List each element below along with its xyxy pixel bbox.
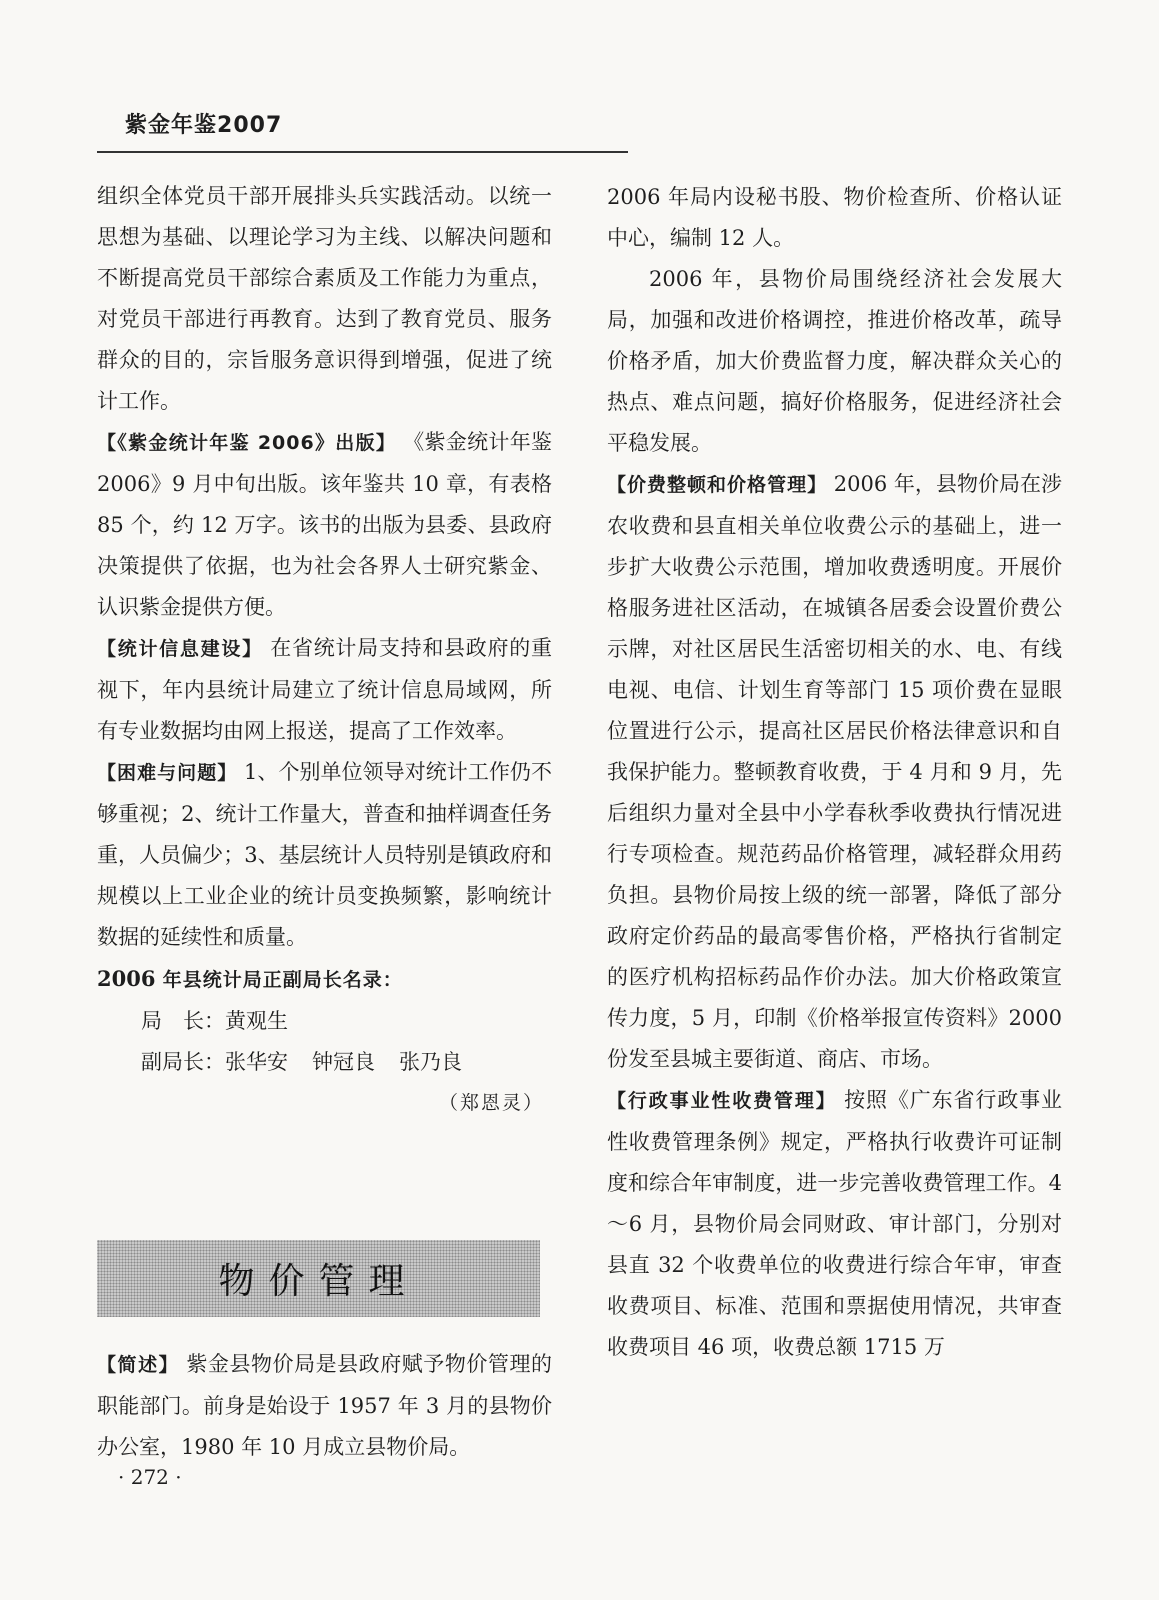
entry-label: 【价费整顿和价格管理】 (607, 474, 828, 496)
entry-text: 紫金县物价局是县政府赋予物价管理的职能部门。前身是始设于 1957 年 3 月的县物价办公室，1980 年 10 月成立县物价局。 (97, 1352, 552, 1459)
left-paragraph-1: 组织全体党员干部开展排头兵实践活动。以统一思想为基础、以理论学习为主线、以解决问题和不断提高党员干部综合素质及工作能力为重点，对党员干部进行再教育。达到了教育党员、服务群众的目的，宗旨服务意识得到增强，促进了统计工作。 (97, 184, 552, 413)
entry-text: 按照《广东省行政事业性收费管理条例》规定，严格执行收费许可证制度和综合年审制度，进一步完善收费管理工作。4～6 月，县物价局会同财政、审计部门，分别对县直 32 个收费单位的收费进行综合年审，审查收费项目、标准、范围和票据使用情况，共审查收费项目 46 项，收费总额 1715 万 (607, 1088, 1062, 1359)
entry-text: 在省统计局支持和县政府的重视下，年内县统计局建立了统计信息局域网，所有专业数据均由网上报送，提高了工作效率。 (97, 636, 552, 743)
director-line (97, 1001, 552, 1042)
deputy-line (97, 1042, 552, 1083)
deputy-label: 副局长： (141, 1050, 225, 1074)
author-signature: （郑恩灵） (438, 1092, 544, 1114)
intro-paragraph (97, 1344, 552, 1468)
director-label: 局 长： (141, 1009, 225, 1033)
right-paragraph-2: 2006 年，县物价局围绕经济社会发展大局，加强和改进价格调控，推进价格改革，疏导价格矛盾，加大价费监督力度，解决群众关心的热点、难点问题，搞好价格服务，促进经济社会平稳发展。 (607, 267, 1062, 455)
intro-entry (97, 1344, 552, 1468)
right-entry-admin-fees (607, 1080, 1062, 1368)
entry-label: 【《紫金统计年鉴 2006》出版】 (97, 432, 397, 454)
deputy-name: 张乃良 (399, 1050, 462, 1074)
running-header (125, 108, 282, 139)
section-title: 物价管理 (218, 1261, 419, 1302)
left-entry-yearbook (97, 422, 552, 628)
page-number: · 272 · (118, 1465, 182, 1489)
entry-text: 《紫金统计年鉴 2006》9 月中旬出版。该年鉴共 10 章，有表格 85 个，约 12 万字。该书的出版为县委、县政府决策提供了依据，也为社会各界人士研究紫金、认识紫金提供方便。 (97, 430, 553, 619)
leaders-list-title (97, 958, 552, 1001)
right-paragraph-1: 2006 年局内设秘书股、物价检查所、价格认证中心，编制 12 人。 (607, 185, 1062, 250)
left-column (97, 176, 552, 1124)
entry-label: 【简述】 (97, 1354, 180, 1376)
right-entry-price-management (607, 464, 1062, 1080)
left-entry-problems (97, 752, 552, 958)
entry-text: 2006 年，县物价局在涉农收费和县直相关单位收费公示的基础上，进一步扩大收费公示范围，增加收费透明度。开展价格服务进社区活动，在城镇各居委会设置价费公示牌，对社区居民生活密切相关的水、电、有线电视、电信、计划生育等部门 15 项价费在显眼位置进行公示，提高社区居民价格法律意识和自我保护能力。整顿教育收费，于 4 月和 9 月，先后组织力量对全县中小学春秋季收费执行情况进行专项检查。规范药品价格管理，减轻群众用药负担。县物价局按上级的统一部署，降低了部分政府定价药品的最高零售价格，严格执行省制定的医疗机构招标药品作价办法。加大价格政策宣传力度，5 月，印制《价格举报宣传资料》2000 份发至县城主要街道、商店、市场。 (607, 472, 1062, 1071)
deputy-name: 钟冠良 (312, 1050, 375, 1074)
entry-text: 1、个别单位领导对统计工作仍不够重视；2、统计工作量大，普查和抽样调查任务重，人员偏少；3、基层统计人员特别是镇政府和规模以上工业企业的统计员变换频繁，影响统计数据的延续性和质量。 (97, 760, 552, 949)
header-rule (97, 151, 628, 153)
director-name: 黄观生 (225, 1009, 288, 1033)
leaders-list-heading: 年县统计局正副局长名录： (162, 969, 403, 991)
entry-label: 【行政事业性收费管理】 (607, 1090, 837, 1112)
entry-label: 【统计信息建设】 (97, 638, 263, 660)
section-banner (97, 1240, 540, 1317)
header-title: 紫金年鉴 (125, 113, 218, 138)
left-entry-info-construction (97, 628, 552, 752)
deputy-name: 张华安 (225, 1050, 288, 1074)
entry-label: 【困难与问题】 (97, 762, 238, 784)
right-column (607, 177, 1062, 1368)
header-year: 2007 (217, 113, 283, 138)
leaders-list-year: 2006 (97, 966, 156, 991)
